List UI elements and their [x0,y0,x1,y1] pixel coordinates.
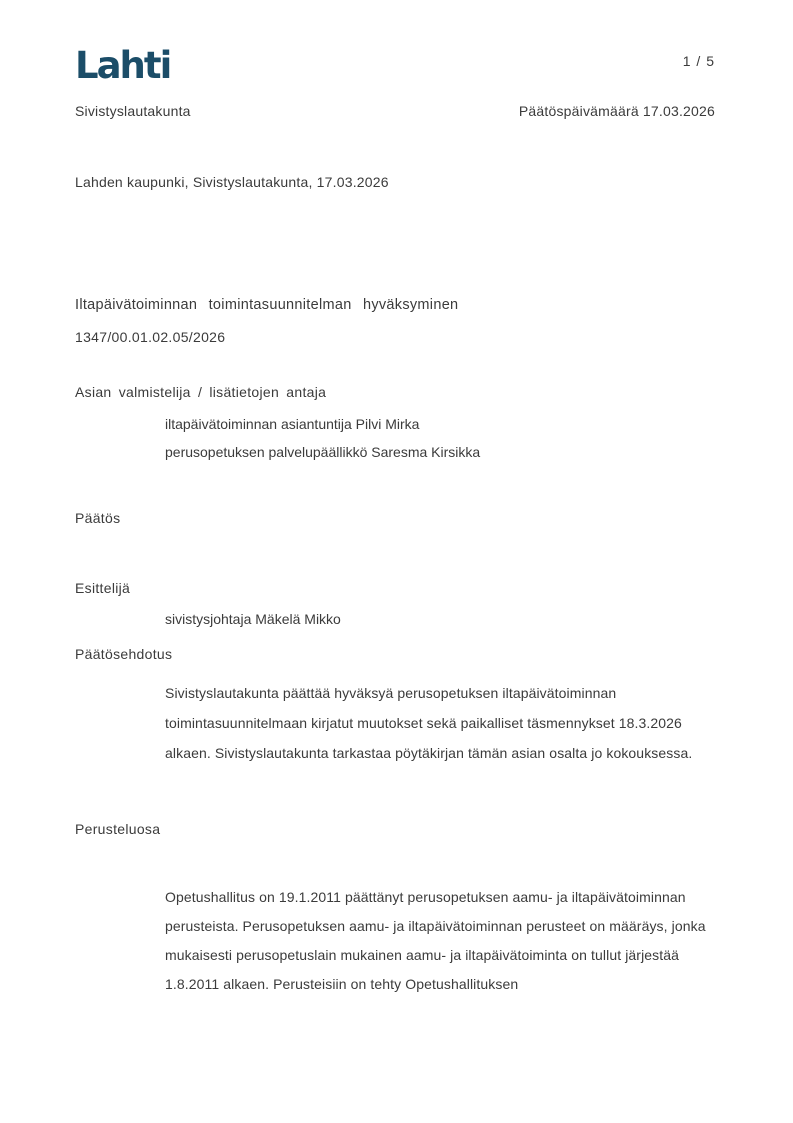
proposal-heading: Päätösehdotus [75,646,173,662]
page-number: 1 / 5 [682,53,715,69]
diary-number: 1347/00.01.02.05/2026 [75,329,226,345]
committee-row [75,103,715,119]
preparer-name: perusopetuksen palvelupäällikkö Saresma Kirsikka [165,444,481,460]
presenter-heading: Esittelijä [75,580,131,596]
proposal-body: Sivistyslautakunta päättää hyväksyä perusopetuksen iltapäivätoiminnan toimintasuunnitelmaan kirjatut muutokset sekä paikalliset täsmennykset 18.3.2026 alkaen. Sivistyslautakunta tarkastaa pöytäkirjan tämän asian osalta jo kokouksessa. [165,685,693,761]
presenter-name: sivistysjohtaja Mäkelä Mikko [165,611,341,627]
justification-body: Opetushallitus on 19.1.2011 päättänyt perusopetuksen aamu- ja iltapäivätoiminnan perusteista. Perusopetuksen aamu- ja iltapäivätoiminnan perusteet on määräys, jonka mukaisesti perusopetuslain mukainen aamu- ja iltapäivätoiminta on tullut järjestää 1.8.2011 alkaen. Perusteisiin on tehty Opetushallituksen [165,889,706,992]
decision-date: Päätöspäivämäärä 17.03.2026 [518,103,715,119]
lahti-logo: Lahti [75,44,171,87]
organization-line: Lahden kaupunki, Sivistyslautakunta, 17.03.2026 [75,174,389,190]
justification-heading: Perusteluosa [75,821,161,837]
committee-name: Sivistyslautakunta [75,103,191,119]
preparer-name: iltapäivätoiminnan asiantuntija Pilvi Mirka [165,416,420,432]
preparer-names [165,410,715,466]
top-row [75,45,715,87]
decision-heading: Päätös [75,510,121,526]
case-title: Iltapäivätoiminnan toimintasuunnitelman hyväksyminen [75,297,459,313]
preparer-heading: Asian valmistelija / lisätietojen antaja [75,384,327,400]
